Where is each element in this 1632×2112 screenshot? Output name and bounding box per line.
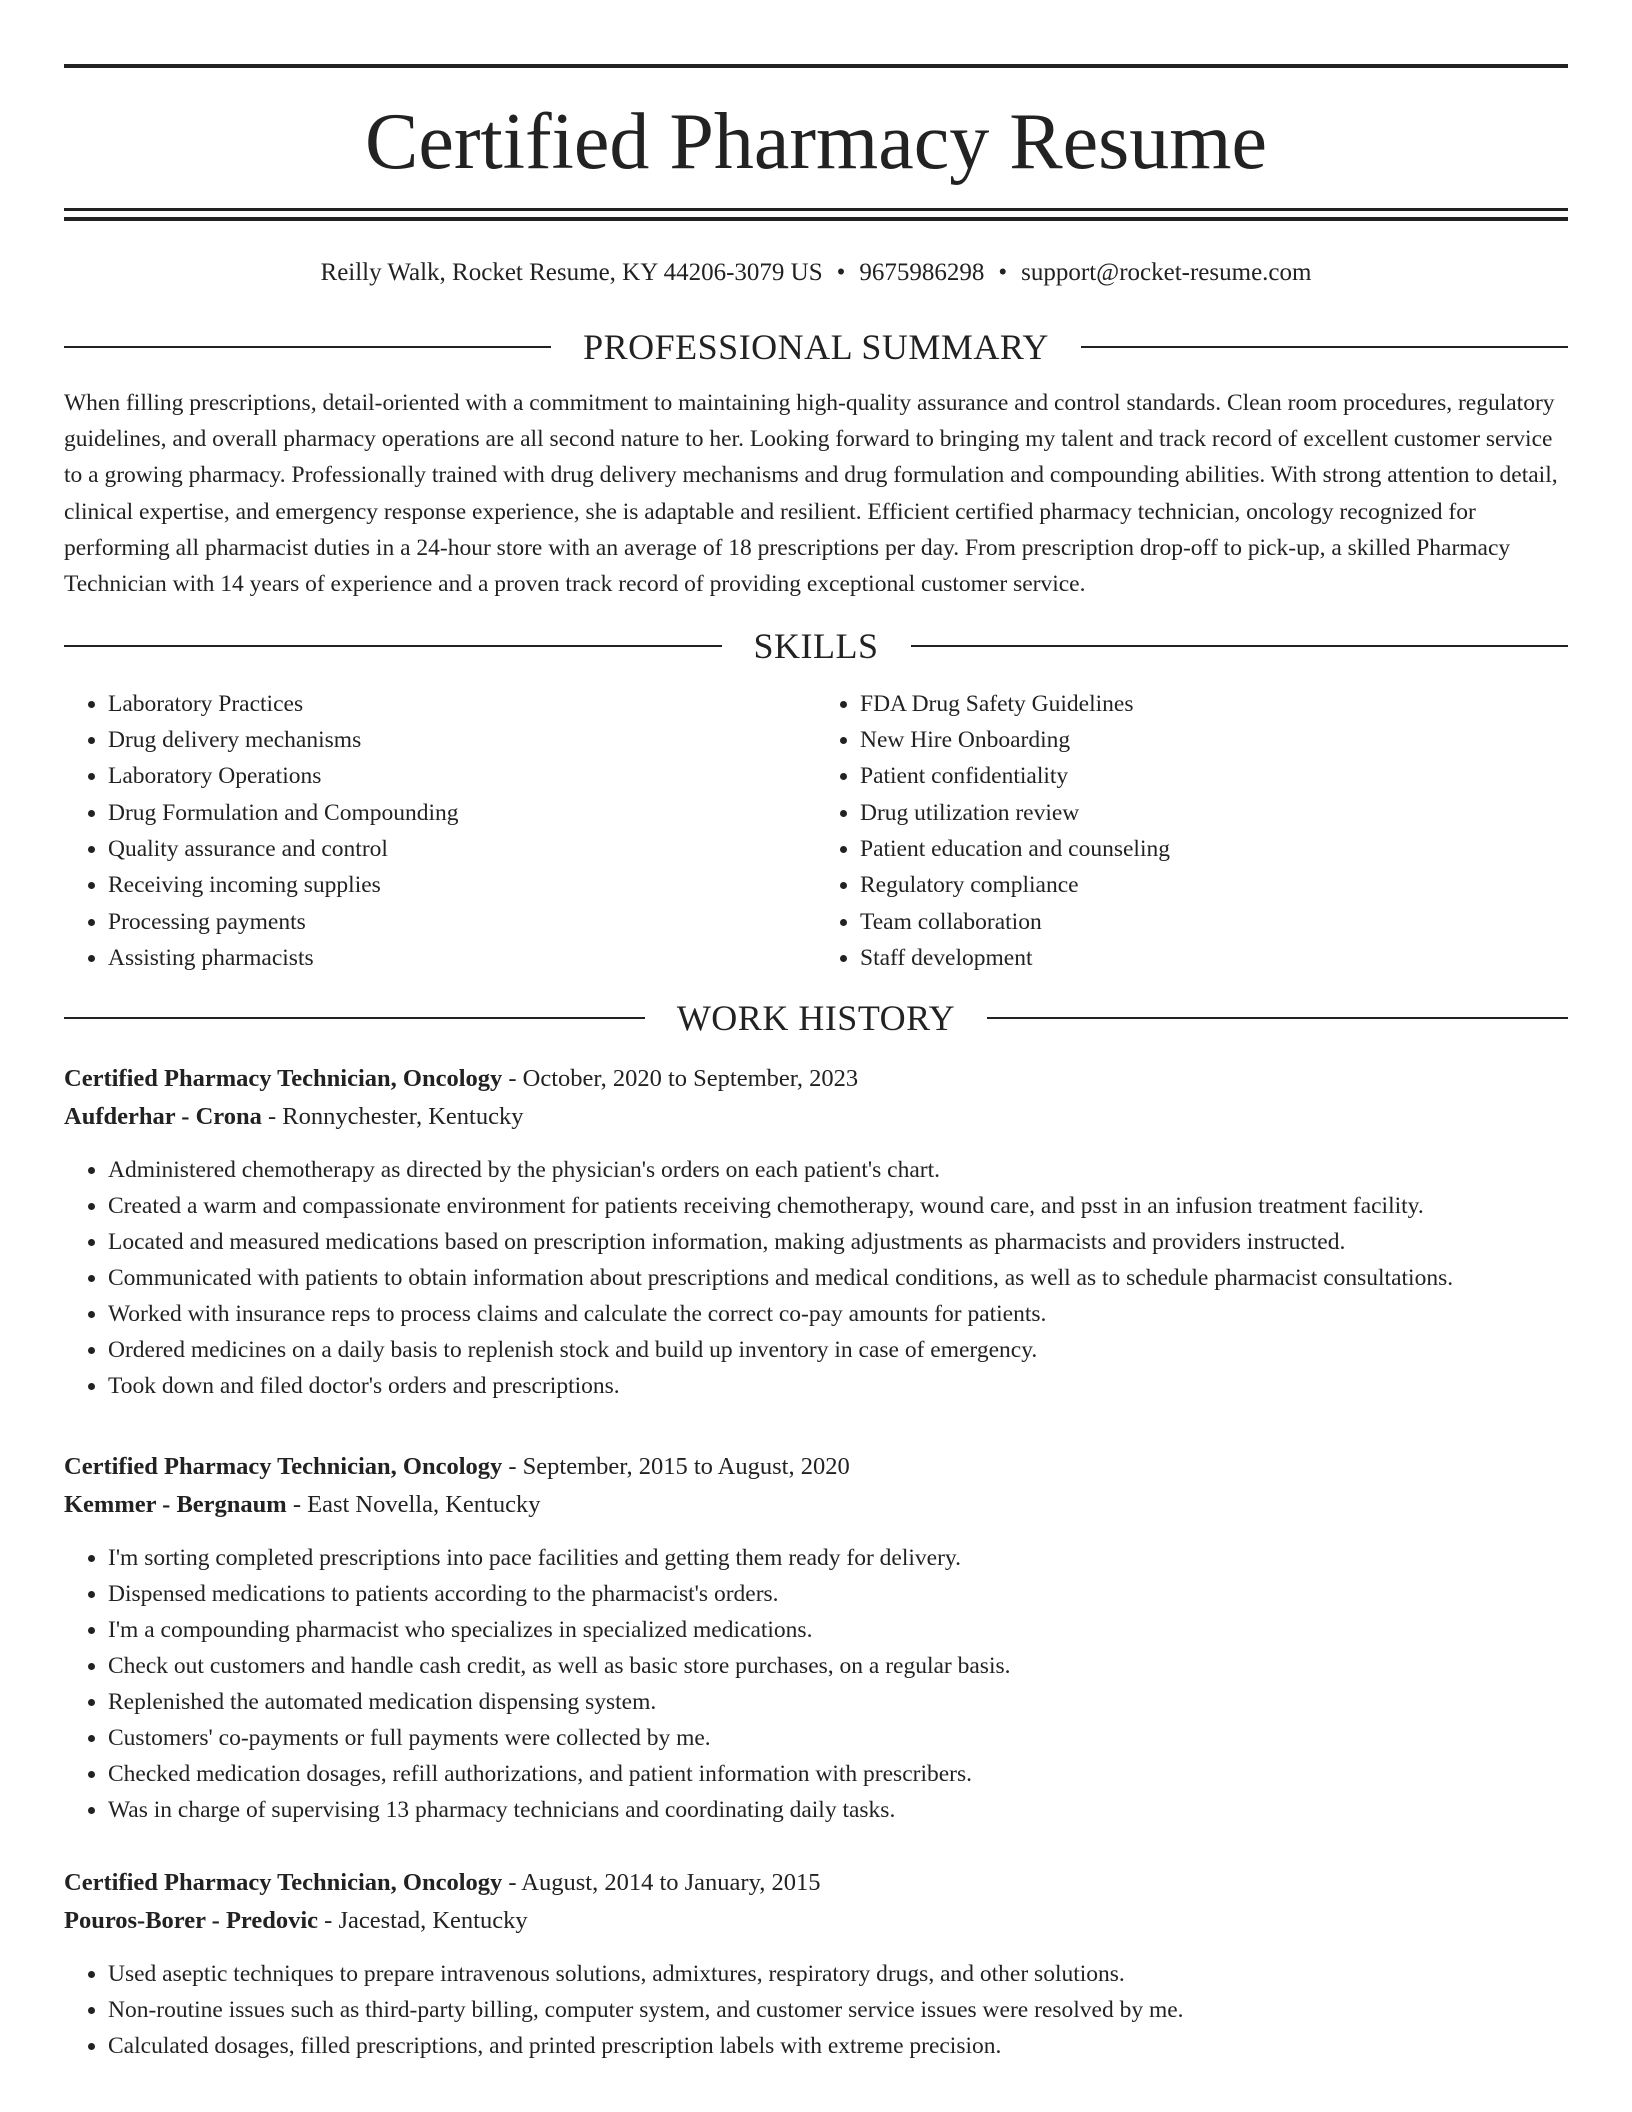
job-dates: - August, 2014 to January, 2015 bbox=[502, 1869, 821, 1897]
job-dates: - October, 2020 to September, 2023 bbox=[502, 1065, 859, 1093]
skill-item: • Drug Formulation and Compounding bbox=[108, 795, 816, 831]
skills-heading: SKILLS bbox=[753, 625, 879, 666]
job-entry bbox=[64, 1060, 1568, 1404]
skill-item: • Laboratory Operations bbox=[108, 758, 816, 794]
section-rule-left bbox=[64, 1017, 645, 1019]
skill-item: • Processing payments bbox=[108, 904, 816, 940]
resume-content bbox=[64, 64, 1568, 2064]
contact-line bbox=[64, 257, 1568, 289]
section-rule-right bbox=[911, 645, 1569, 647]
contact-separator: • bbox=[998, 259, 1008, 286]
job-bullets bbox=[64, 1540, 1568, 1828]
job-entry bbox=[64, 1864, 1568, 2064]
job-bullet: • Ordered medicines on a daily basis to replenish stock and build up inventory in case of emergency. bbox=[108, 1332, 1568, 1368]
job-location: - Ronnychester, Kentucky bbox=[261, 1103, 524, 1131]
job-title-line bbox=[64, 1864, 1568, 1902]
title-double-rule bbox=[64, 208, 1568, 221]
job-company-line bbox=[64, 1486, 1568, 1524]
job-company-line bbox=[64, 1098, 1568, 1136]
job-company-line bbox=[64, 1902, 1568, 1940]
contact-phone: 9675986298 bbox=[859, 259, 985, 286]
job-title: Certified Pharmacy Technician, Oncology bbox=[64, 1065, 503, 1093]
job-bullet: • I'm a compounding pharmacist who specializes in specialized medications. bbox=[108, 1612, 1568, 1648]
job-title: Certified Pharmacy Technician, Oncology bbox=[64, 1869, 503, 1897]
skill-item: • Quality assurance and control bbox=[108, 831, 816, 867]
section-rule-right bbox=[987, 1017, 1568, 1019]
job-bullets bbox=[64, 1956, 1568, 2064]
section-rule-left bbox=[64, 645, 722, 647]
job-location: - Jacestad, Kentucky bbox=[318, 1907, 528, 1935]
job-company: Aufderhar - Crona bbox=[64, 1103, 262, 1131]
job-bullet: • Used aseptic techniques to prepare intravenous solutions, admixtures, respiratory drugs, and other solutions. bbox=[108, 1956, 1568, 1992]
summary-section-header bbox=[64, 327, 1568, 367]
job-company: Pouros-Borer - Predovic bbox=[64, 1907, 319, 1935]
skill-item: • Receiving incoming supplies bbox=[108, 867, 816, 903]
skill-item: • Patient education and counseling bbox=[860, 831, 1568, 867]
job-company: Kemmer - Bergnaum bbox=[64, 1491, 287, 1519]
skills-column-left bbox=[64, 686, 816, 976]
top-rule bbox=[64, 64, 1568, 68]
job-bullet: • Calculated dosages, filled prescriptions, and printed prescription labels with extreme precision. bbox=[108, 2028, 1568, 2064]
job-bullet: • Non-routine issues such as third-party billing, computer system, and customer service issues were resolved by me. bbox=[108, 1992, 1568, 2028]
job-entry bbox=[64, 1448, 1568, 1828]
contact-email: support@rocket-resume.com bbox=[1021, 259, 1312, 286]
work-heading: WORK HISTORY bbox=[676, 998, 956, 1039]
job-bullet: • Located and measured medications based on prescription information, making adjustments as pharmacists and providers instructed. bbox=[108, 1224, 1568, 1260]
skill-item: • Drug delivery mechanisms bbox=[108, 722, 816, 758]
job-bullet: • Check out customers and handle cash credit, as well as basic store purchases, on a regular basis. bbox=[108, 1648, 1568, 1684]
job-title-line bbox=[64, 1060, 1568, 1098]
job-location: - East Novella, Kentucky bbox=[286, 1491, 541, 1519]
skills-list bbox=[64, 686, 1568, 976]
job-bullet: • Customers' co-payments or full payments were collected by me. bbox=[108, 1720, 1568, 1756]
summary-text: When filling prescriptions, detail-oriented with a commitment to maintaining high-quality assurance and control standards. Clean room procedures, regulatory guidelines, and overall pharmacy operations are all second nature to her. Looking forward to bringing my talent and track record of excellent customer service to a growing pharmacy. Professionally trained with drug delivery mechanisms and drug formulation and compounding abilities. With strong attention to detail, clinical expertise, and emergency response experience, she is adaptable and resilient. Efficient certified pharmacy technician, oncology recognized for performing all pharmacist duties in a 24-hour store with an average of 18 prescriptions per day. From prescription drop-off to pick-up, a skilled Pharmacy Technician with 14 years of experience and a proven track record of providing exceptional customer service. bbox=[64, 390, 1558, 598]
skill-item: • Regulatory compliance bbox=[860, 867, 1568, 903]
skill-item: • FDA Drug Safety Guidelines bbox=[860, 686, 1568, 722]
job-dates: - September, 2015 to August, 2020 bbox=[502, 1453, 850, 1481]
job-bullet: • Took down and filed doctor's orders and prescriptions. bbox=[108, 1368, 1568, 1404]
summary-heading: PROFESSIONAL SUMMARY bbox=[583, 327, 1049, 367]
skills-column-right bbox=[816, 686, 1568, 976]
skills-section-header bbox=[64, 626, 1568, 666]
job-bullet: • Replenished the automated medication dispensing system. bbox=[108, 1684, 1568, 1720]
job-bullet: • Communicated with patients to obtain information about prescriptions and medical conditions, as well as to schedule pharmacist consultations. bbox=[108, 1260, 1568, 1296]
work-section-header bbox=[64, 998, 1568, 1038]
skill-item: • Laboratory Practices bbox=[108, 686, 816, 722]
job-title-line bbox=[64, 1448, 1568, 1486]
job-bullet: • I'm sorting completed prescriptions into pace facilities and getting them ready for delivery. bbox=[108, 1540, 1568, 1576]
skill-item: • Staff development bbox=[860, 940, 1568, 976]
job-bullet: • Was in charge of supervising 13 pharmacy technicians and coordinating daily tasks. bbox=[108, 1792, 1568, 1828]
job-bullet: • Administered chemotherapy as directed by the physician's orders on each patient's chart. bbox=[108, 1152, 1568, 1188]
skill-item: • Drug utilization review bbox=[860, 795, 1568, 831]
skill-item: • Patient confidentiality bbox=[860, 758, 1568, 794]
job-bullets bbox=[64, 1152, 1568, 1404]
contact-address: Reilly Walk, Rocket Resume, KY 44206-3079 US bbox=[320, 259, 823, 286]
contact-separator: • bbox=[836, 259, 846, 286]
job-bullet: • Created a warm and compassionate environment for patients receiving chemotherapy, wound care, and psst in an infusion treatment facility. bbox=[108, 1188, 1568, 1224]
section-rule-right bbox=[1081, 346, 1568, 348]
job-bullet: • Dispensed medications to patients according to the pharmacist's orders. bbox=[108, 1576, 1568, 1612]
page-title: Certified Pharmacy Resume bbox=[365, 98, 1267, 186]
job-bullet: • Worked with insurance reps to process claims and calculate the correct co-pay amounts for patients. bbox=[108, 1296, 1568, 1332]
job-title: Certified Pharmacy Technician, Oncology bbox=[64, 1453, 503, 1481]
job-bullet: • Checked medication dosages, refill authorizations, and patient information with prescribers. bbox=[108, 1756, 1568, 1792]
skill-item: • Team collaboration bbox=[860, 904, 1568, 940]
skill-item: • New Hire Onboarding bbox=[860, 722, 1568, 758]
skill-item: • Assisting pharmacists bbox=[108, 940, 816, 976]
section-rule-left bbox=[64, 346, 551, 348]
